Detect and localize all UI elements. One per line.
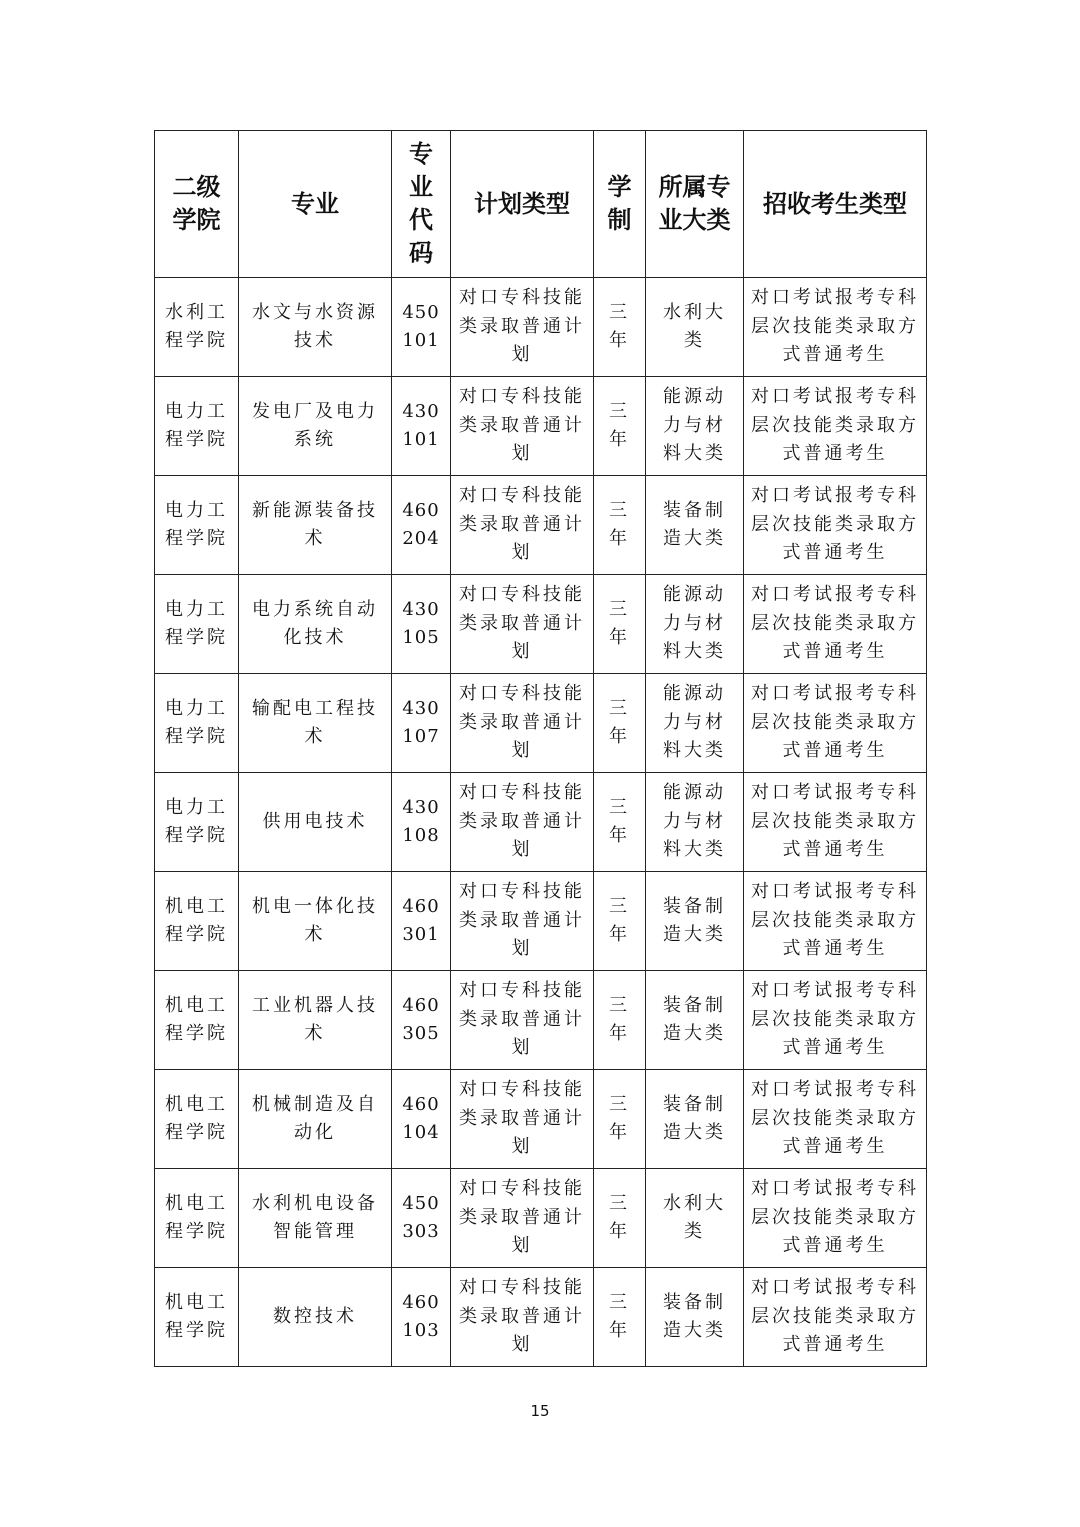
table-row (155, 1169, 927, 1268)
cell-line: 类录取普通计 (459, 1107, 585, 1129)
cell-line: 430 (402, 598, 440, 620)
cell-line: 式普通考生 (782, 1235, 888, 1257)
applicant-type-cell (744, 674, 927, 773)
cell-line: 式普通考生 (782, 1334, 888, 1356)
cell-line: 装备制 (663, 994, 726, 1016)
cell-line: 学 (607, 173, 632, 201)
cell-line: 程学院 (165, 825, 228, 846)
applicant-type-cell (744, 1070, 927, 1169)
plan-type-cell (451, 1070, 594, 1169)
cell-line: 层次技能类录取方 (751, 315, 919, 337)
cell-line: 对口专科技能 (459, 683, 585, 705)
cell-line: 机电工 (165, 1291, 228, 1313)
category-cell (646, 278, 744, 377)
duration-cell (594, 872, 646, 971)
cell-line: 类录取普通计 (459, 1206, 585, 1228)
cell-line: 新能源装备技 (252, 499, 378, 521)
cell-line: 程学院 (165, 726, 228, 747)
cell-line: 程学院 (165, 627, 228, 648)
table-row (155, 773, 927, 872)
cell-line: 式普通考生 (782, 1136, 888, 1158)
cell-line: 所属专 (658, 173, 731, 201)
cell-line: 年 (609, 627, 630, 648)
cell-line: 年 (609, 924, 630, 945)
cell-line: 术 (304, 1023, 326, 1044)
major-cell (239, 674, 392, 773)
cell-line: 对口考试报考专科 (751, 287, 919, 309)
cell-line: 对口考试报考专科 (751, 1178, 919, 1200)
cell-line: 水利大 (663, 301, 726, 323)
applicant-type-cell (744, 278, 927, 377)
major-code-cell (392, 1070, 451, 1169)
cell-line: 类录取普通计 (459, 414, 585, 436)
college-cell (155, 1169, 239, 1268)
header-applicant-type (744, 131, 927, 278)
cell-line: 年 (609, 528, 630, 549)
cell-line: 103 (402, 1320, 440, 1341)
cell-line: 三 (609, 994, 630, 1016)
header-major-code (392, 131, 451, 278)
cell-line: 类录取普通计 (459, 711, 585, 733)
cell-line: 水文与水资源 (252, 301, 378, 323)
duration-cell (594, 377, 646, 476)
cell-line: 式普通考生 (782, 1037, 888, 1059)
cell-line: 对口考试报考专科 (751, 782, 919, 804)
cell-line: 对口考试报考专科 (751, 683, 919, 705)
cell-line: 电力系统自动 (252, 598, 378, 620)
cell-line: 电力工 (165, 400, 228, 422)
major-cell (239, 1070, 392, 1169)
cell-line: 层次技能类录取方 (751, 810, 919, 832)
cell-line: 460 (402, 1093, 440, 1115)
major-cell (239, 377, 392, 476)
table-header-row (155, 131, 927, 278)
cell-line: 对口专科技能 (459, 1277, 585, 1299)
table-body (155, 278, 927, 1367)
major-code-cell (392, 1169, 451, 1268)
duration-cell (594, 1268, 646, 1367)
major-code-cell (392, 377, 451, 476)
cell-line: 程学院 (165, 330, 228, 351)
duration-cell (594, 971, 646, 1070)
cell-line: 年 (609, 1221, 630, 1242)
cell-line: 对口专科技能 (459, 881, 585, 903)
cell-line: 类录取普通计 (459, 612, 585, 634)
cell-line: 业 (409, 173, 433, 201)
cell-line: 301 (402, 924, 440, 945)
applicant-type-cell (744, 1169, 927, 1268)
cell-line: 层次技能类录取方 (751, 1206, 919, 1228)
college-cell (155, 476, 239, 575)
cell-line: 能源动 (663, 683, 726, 705)
cell-line: 造大类 (663, 1023, 726, 1044)
cell-line: 划 (511, 1136, 533, 1158)
cell-line: 代 (409, 206, 433, 234)
plan-type-cell (451, 872, 594, 971)
cell-line: 303 (402, 1221, 440, 1242)
cell-line: 类 (684, 1221, 705, 1242)
major-code-cell (392, 476, 451, 575)
cell-line: 对口专科技能 (459, 1178, 585, 1200)
cell-line: 年 (609, 1023, 630, 1044)
cell-line: 对口考试报考专科 (751, 584, 919, 606)
cell-line: 水利大 (663, 1192, 726, 1214)
cell-line: 程学院 (165, 1023, 228, 1044)
category-cell (646, 575, 744, 674)
cell-line: 430 (402, 796, 440, 818)
cell-line: 层次技能类录取方 (751, 1107, 919, 1129)
cell-line: 电力工 (165, 499, 228, 521)
cell-line: 类录取普通计 (459, 810, 585, 832)
cell-line: 三 (609, 598, 630, 620)
cell-line: 工业机器人技 (252, 994, 378, 1016)
table-row (155, 1268, 927, 1367)
cell-line: 划 (511, 740, 533, 762)
cell-line: 机械制造及自 (252, 1093, 378, 1115)
category-cell (646, 1070, 744, 1169)
plan-type-cell (451, 377, 594, 476)
cell-line: 对口考试报考专科 (751, 881, 919, 903)
cell-line: 430 (402, 400, 440, 422)
cell-line: 类 (684, 330, 705, 351)
cell-line: 划 (511, 1037, 533, 1059)
college-cell (155, 575, 239, 674)
table-row (155, 476, 927, 575)
college-cell (155, 971, 239, 1070)
enrollment-plan-table (154, 130, 927, 1367)
cell-line: 年 (609, 1122, 630, 1143)
cell-line: 术 (304, 726, 326, 747)
cell-line: 460 (402, 1291, 440, 1313)
cell-line: 对口考试报考专科 (751, 980, 919, 1002)
category-cell (646, 476, 744, 575)
category-cell (646, 971, 744, 1070)
major-cell (239, 872, 392, 971)
cell-line: 类录取普通计 (459, 315, 585, 337)
header-category (646, 131, 744, 278)
cell-line: 程学院 (165, 528, 228, 549)
table-row (155, 278, 927, 377)
category-cell (646, 377, 744, 476)
cell-line: 专 (409, 140, 433, 168)
applicant-type-cell (744, 575, 927, 674)
category-cell (646, 1268, 744, 1367)
cell-line: 层次技能类录取方 (751, 1008, 919, 1030)
cell-line: 101 (402, 330, 440, 351)
cell-line: 450 (402, 301, 440, 323)
cell-line: 107 (402, 726, 440, 747)
cell-line: 动化 (294, 1122, 336, 1143)
cell-line: 划 (511, 443, 533, 465)
table-row (155, 872, 927, 971)
cell-line: 造大类 (663, 924, 726, 945)
table-row (155, 1070, 927, 1169)
cell-line: 力与材 (663, 612, 726, 634)
plan-type-cell (451, 1268, 594, 1367)
cell-line: 划 (511, 542, 533, 564)
cell-line: 式普通考生 (782, 443, 888, 465)
cell-line: 程学院 (165, 1122, 228, 1143)
cell-line: 对口专科技能 (459, 287, 585, 309)
cell-line: 对口专科技能 (459, 782, 585, 804)
cell-line: 类录取普通计 (459, 1305, 585, 1327)
duration-cell (594, 476, 646, 575)
category-cell (646, 674, 744, 773)
cell-line: 计划类型 (474, 189, 570, 218)
cell-line: 101 (402, 429, 440, 450)
cell-line: 对口专科技能 (459, 584, 585, 606)
cell-line: 划 (511, 641, 533, 663)
cell-line: 造大类 (663, 528, 726, 549)
cell-line: 能源动 (663, 386, 726, 408)
applicant-type-cell (744, 971, 927, 1070)
cell-line: 105 (402, 627, 440, 648)
applicant-type-cell (744, 476, 927, 575)
duration-cell (594, 1169, 646, 1268)
cell-line: 力与材 (663, 711, 726, 733)
cell-line: 年 (609, 825, 630, 846)
applicant-type-cell (744, 1268, 927, 1367)
major-cell (239, 1169, 392, 1268)
cell-line: 三 (609, 1192, 630, 1214)
cell-line: 对口专科技能 (459, 980, 585, 1002)
cell-line: 三 (609, 301, 630, 323)
major-code-cell (392, 575, 451, 674)
cell-line: 对口考试报考专科 (751, 1079, 919, 1101)
cell-line: 机电工 (165, 895, 228, 917)
major-code-cell (392, 278, 451, 377)
cell-line: 料大类 (663, 443, 726, 465)
category-cell (646, 1169, 744, 1268)
cell-line: 对口考试报考专科 (751, 485, 919, 507)
plan-type-cell (451, 1169, 594, 1268)
college-cell (155, 674, 239, 773)
cell-line: 305 (402, 1023, 440, 1044)
cell-line: 式普通考生 (782, 641, 888, 663)
major-cell (239, 773, 392, 872)
cell-line: 年 (609, 726, 630, 747)
cell-line: 划 (511, 839, 533, 861)
cell-line: 层次技能类录取方 (751, 711, 919, 733)
cell-line: 力与材 (663, 414, 726, 436)
cell-line: 式普通考生 (782, 740, 888, 762)
cell-line: 制 (607, 206, 632, 234)
cell-line: 对口专科技能 (459, 386, 585, 408)
cell-line: 划 (511, 344, 533, 366)
plan-type-cell (451, 674, 594, 773)
cell-line: 对口专科技能 (459, 1079, 585, 1101)
major-code-cell (392, 1268, 451, 1367)
cell-line: 智能管理 (273, 1221, 357, 1242)
cell-line: 类录取普通计 (459, 1008, 585, 1030)
cell-line: 料大类 (663, 839, 726, 861)
cell-line: 三 (609, 1291, 630, 1313)
major-cell (239, 575, 392, 674)
cell-line: 三 (609, 1093, 630, 1115)
cell-line: 招收考生类型 (763, 189, 907, 218)
college-cell (155, 872, 239, 971)
college-cell (155, 773, 239, 872)
cell-line: 装备制 (663, 499, 726, 521)
cell-line: 三 (609, 697, 630, 719)
cell-line: 对口考试报考专科 (751, 1277, 919, 1299)
plan-type-cell (451, 278, 594, 377)
cell-line: 三 (609, 796, 630, 818)
cell-line: 430 (402, 697, 440, 719)
cell-line: 水利机电设备 (252, 1192, 378, 1214)
college-cell (155, 377, 239, 476)
applicant-type-cell (744, 872, 927, 971)
cell-line: 装备制 (663, 1291, 726, 1313)
cell-line: 码 (409, 239, 433, 267)
cell-line: 类录取普通计 (459, 513, 585, 535)
cell-line: 电力工 (165, 796, 228, 818)
major-cell (239, 278, 392, 377)
cell-line: 104 (402, 1122, 440, 1143)
cell-line: 三 (609, 400, 630, 422)
cell-line: 程学院 (165, 924, 228, 945)
table-row (155, 674, 927, 773)
cell-line: 108 (402, 825, 440, 846)
duration-cell (594, 1070, 646, 1169)
plan-type-cell (451, 971, 594, 1070)
cell-line: 机电工 (165, 1192, 228, 1214)
cell-line: 程学院 (165, 1221, 228, 1242)
cell-line: 装备制 (663, 1093, 726, 1115)
cell-line: 层次技能类录取方 (751, 513, 919, 535)
cell-line: 划 (511, 938, 533, 960)
cell-line: 划 (511, 1334, 533, 1356)
cell-line: 式普通考生 (782, 542, 888, 564)
cell-line: 二级 (172, 173, 221, 201)
cell-line: 三 (609, 499, 630, 521)
cell-line: 程学院 (165, 429, 228, 450)
plan-type-cell (451, 575, 594, 674)
major-code-cell (392, 872, 451, 971)
header-plan-type (451, 131, 594, 278)
cell-line: 460 (402, 895, 440, 917)
college-cell (155, 1268, 239, 1367)
cell-line: 专业 (291, 189, 339, 218)
cell-line: 装备制 (663, 895, 726, 917)
cell-line: 造大类 (663, 1320, 726, 1341)
cell-line: 层次技能类录取方 (751, 612, 919, 634)
major-cell (239, 476, 392, 575)
duration-cell (594, 278, 646, 377)
cell-line: 学院 (172, 206, 221, 234)
major-code-cell (392, 971, 451, 1070)
cell-line: 数控技术 (273, 1305, 357, 1327)
cell-line: 程学院 (165, 1320, 228, 1341)
cell-line: 术 (304, 924, 326, 945)
major-code-cell (392, 674, 451, 773)
category-cell (646, 773, 744, 872)
cell-line: 对口专科技能 (459, 485, 585, 507)
cell-line: 系统 (294, 429, 336, 450)
plan-type-cell (451, 773, 594, 872)
table-row (155, 971, 927, 1070)
cell-line: 输配电工程技 (252, 697, 378, 719)
cell-line: 电力工 (165, 598, 228, 620)
college-cell (155, 278, 239, 377)
cell-line: 料大类 (663, 740, 726, 762)
plan-type-cell (451, 476, 594, 575)
cell-line: 能源动 (663, 782, 726, 804)
cell-line: 三 (609, 895, 630, 917)
header-duration (594, 131, 646, 278)
cell-line: 年 (609, 429, 630, 450)
cell-line: 年 (609, 1320, 630, 1341)
cell-line: 能源动 (663, 584, 726, 606)
cell-line: 化技术 (283, 627, 347, 648)
duration-cell (594, 674, 646, 773)
page-number: 15 (530, 1402, 550, 1420)
header-major (239, 131, 392, 278)
header-college (155, 131, 239, 278)
table-row (155, 575, 927, 674)
cell-line: 机电工 (165, 1093, 228, 1115)
cell-line: 层次技能类录取方 (751, 909, 919, 931)
cell-line: 460 (402, 499, 440, 521)
applicant-type-cell (744, 377, 927, 476)
cell-line: 供用电技术 (262, 810, 368, 832)
cell-line: 力与材 (663, 810, 726, 832)
table-row (155, 377, 927, 476)
major-cell (239, 971, 392, 1070)
applicant-type-cell (744, 773, 927, 872)
cell-line: 术 (304, 528, 326, 549)
cell-line: 式普通考生 (782, 344, 888, 366)
cell-line: 450 (402, 1192, 440, 1214)
category-cell (646, 872, 744, 971)
cell-line: 发电厂及电力 (252, 400, 378, 422)
cell-line: 层次技能类录取方 (751, 414, 919, 436)
cell-line: 技术 (294, 330, 336, 351)
cell-line: 460 (402, 994, 440, 1016)
major-cell (239, 1268, 392, 1367)
duration-cell (594, 575, 646, 674)
cell-line: 电力工 (165, 697, 228, 719)
cell-line: 层次技能类录取方 (751, 1305, 919, 1327)
cell-line: 式普通考生 (782, 839, 888, 861)
cell-line: 对口考试报考专科 (751, 386, 919, 408)
cell-line: 204 (402, 528, 440, 549)
duration-cell (594, 773, 646, 872)
cell-line: 机电一体化技 (252, 895, 378, 917)
major-code-cell (392, 773, 451, 872)
cell-line: 式普通考生 (782, 938, 888, 960)
cell-line: 造大类 (663, 1122, 726, 1143)
cell-line: 业大类 (658, 206, 731, 234)
cell-line: 类录取普通计 (459, 909, 585, 931)
cell-line: 料大类 (663, 641, 726, 663)
cell-line: 划 (511, 1235, 533, 1257)
college-cell (155, 1070, 239, 1169)
cell-line: 年 (609, 330, 630, 351)
cell-line: 水利工 (165, 301, 228, 323)
cell-line: 机电工 (165, 994, 228, 1016)
